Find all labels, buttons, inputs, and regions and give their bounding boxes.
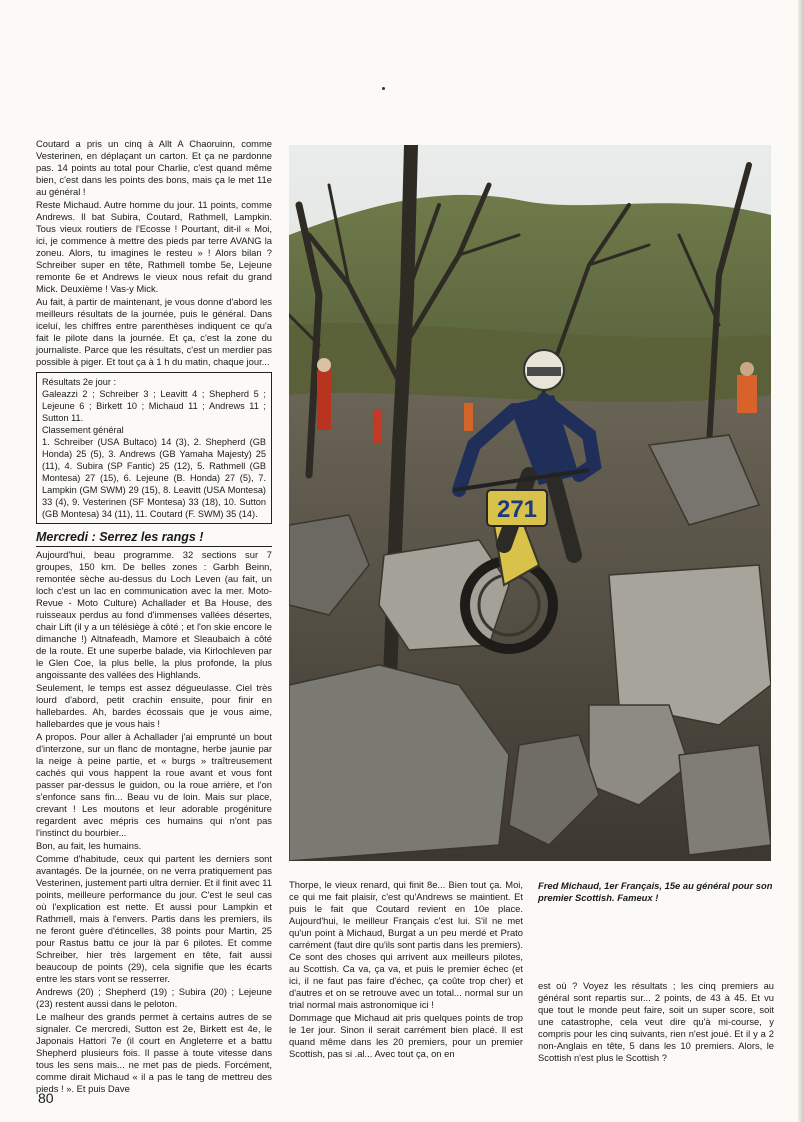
paragraph: Thorpe, le vieux renard, qui finit 8e... Bien tout ça. Moi, ce qui me fait plaisir, c'est qu'Andrews se maintient. Et puis le fait que Coutard revient en 10e place. Aujourd'hui, le meilleur Français c'est lui. S'il ne met qu'un point à Michaud, Burgat a un peu merdé et Prato carrément (faut dire qu'ils sont partis dans les premiers). Ce sont des choses qui arrivent aux meilleurs pilotes, au Scottish. Ca va, ça va, et puis le premier échec (et ici, il ne faut pas faire d'échec, ça coûte trop cher) et d'autres et on se retrouve avec un total... normal sur un trial normal mais astronomique ici ! <box>289 879 523 1010</box>
paragraph: Andrews (20) ; Shepherd (19) ; Subira (20) ; Lejeune (23) restent aussi dans le peloton. <box>36 986 272 1009</box>
bike-number: 271 <box>496 496 538 523</box>
stray-dot <box>382 87 385 90</box>
paragraph: Reste Michaud. Autre homme du jour. 11 points, comme Andrews. Il bat Subira, Coutard, Rathmell, Lampkin. Tous vieux routiers de l'Ecosse ! Pourtant, dit-il « Moi, ici, je commence à mettre des pieds par terre AVANG la zoneu. Alors, tu imagines le resteu » ! Alors bilan ? Schreiber super en tête, Rathmell tombe 5e, Lejeune remonte 6e et Andrews le vieux nous refait du grand Mick. Deuxième ! Vas-y Mick. <box>36 199 272 294</box>
general-standings: 1. Schreiber (USA Bultaco) 14 (3), 2. Shepherd (GB Honda) 25 (5), 3. Andrews (GB Yamaha Majesty) 25 (11), 4. Subira (SP Fantic) 25 (12), 5. Rathmell (GB Montesa) 27 (15), 6. Lejeune (B. Honda) 27 (5), 7. Lampkin (GM SWM) 29 (15), 8. Leavitt (USA Montesa) 33 (4), 9. Vesterinen (SF Montesa) 33 (18), 10. Sutton (GB Montesa) 34 (11), 11. Coutard (F. SWM) 35 (14). <box>42 437 266 519</box>
day-results: Galeazzi 2 ; Schreiber 3 ; Leavitt 4 ; Shepherd 5 ; Lejeune 6 ; Birkett 10 ; Michaud 11 ; Andrews 11 ; Sutton 11. <box>42 389 266 423</box>
middle-column <box>289 879 523 1061</box>
paragraph: est où ? Voyez les résultats ; les cinq premiers au général sont repartis sur... 2 points, de 43 à 45. Et vu que tout le monde peut faire, soit un super score, soit une catastrophe, cela veut dire qu'à mi-course, y compris pour les cinq suivants, rien n'est joué. Et il y a 2 non-Anglais en tête, 5 dans les 10 premiers. Alors, le Scottish n'est plus le Scottish ? <box>538 980 774 1063</box>
left-column <box>36 138 272 1096</box>
section-subhead: Mercredi : Serrez les rangs ! <box>36 530 272 547</box>
paragraph: Bon, au fait, les humains. <box>36 840 142 851</box>
photo-caption: Fred Michaud, 1er Français, 15e au général pour son premier Scottish. Fameux ! <box>538 880 773 903</box>
general-standings-title: Classement général <box>42 425 124 435</box>
right-column <box>538 980 774 1065</box>
paragraph: Comme d'habitude, ceux qui partent les derniers sont avantagés. De la journée, on ne verra pratiquement pas Vesterinen, justement parti ultra dernier. Et il finit avec 11 points, meilleure performance du jour. C'est le seul cas où l'explication est nette. Et aussi pour Lampkin et Rathmell, mais à l'envers. Partis dans les premiers, ils ne feront guère d'étincelles, 38 points pour Martin, 25 pour Rastus battu ce jour là par 6 pilotes. Et comme Schreiber, hier très largement en tête, fait aussi beaucoup de points (29), cela signifie que les écarts entre les stars vont se resserrer. <box>36 853 272 984</box>
results-box <box>36 372 272 524</box>
paragraph: Le malheur des grands permet à certains autres de se signaler. Ce mercredi, Sutton est 2e, Birkett est 4e, le Japonais Hattori 7e (il court en Angleterre et a battu Shepherd plusieurs fois. Il passe à toute vitesse dans tous les sens mais... ne met pas de pieds. Forcément, comme dirait Michaud « il a pas le tang de mettreu des pieds ! ». Et puis Dave <box>36 1011 272 1094</box>
paragraph: A propos. Pour aller à Achallader j'ai emprunté un bout d'interzone, sur un flanc de montagne, herbe jaunie par la neige à peine partie, et « burgs » traîtreusement cachés qui vous happent la roue avant et vous font passer par-dessus le guidon, ou la roue arrière, et l'on s'enfonce sans fin... Beau vu de loin. Mais sur place, crevant ! Les moutons et leur adorable progéniture regardent avec mépris ces humains qui n'ont pas l'instinct du bourbier... <box>36 731 272 838</box>
paragraph: Seulement, le temps est assez dégueulasse. Ciel très lourd d'abord, petit crachin ensuite, pour finir en hallebardes. Ah, bardes écossais que je vous aime, hallebardes que je vous hais ! <box>36 682 272 729</box>
page-number: 80 <box>38 1090 54 1106</box>
trial-rider-photo <box>289 145 771 861</box>
paragraph: Aujourd'hui, beau programme. 32 sections sur 7 groupes, 150 km. De belles zones : Garbh Beinn, remontée sèche au-dessus du Loch Leven (au fait, un loch c'est un lac en communication avec la mer. Moto-Revue - Moto Culture) Achallader et Ba House, des ruisseaux perdus au fond d'immenses vallées désertes, chair Lift (il y a un télésiège à côté ; et l'on skie encore le dimanche !) Altnafeadh, Mamore et Sleaubaich à côté de la route. Et une superbe balade, via Kirlochleven par le Glen Coe, la plus belle, la plus profonde, la plus angoissante des vallées des Highlands. <box>36 549 272 680</box>
paragraph: Dommage que Michaud ait pris quelques points de trop le 1er jour. Sinon il serait carrément bien placé. Il est quand même dans les 20 premiers, pour un premier Scottish, pas si .al... Avec tout ça, on en <box>289 1012 523 1059</box>
day-results-title: Résultats 2e jour : <box>42 377 117 387</box>
page-edge <box>798 0 804 1122</box>
paragraph: Coutard a pris un cinq à Allt A Chaoruinn, comme Vesterinen, en déplaçant un carton. Et ça ne pardonne pas. 14 points au total pour Charlie, c'est quand même bien, c'est dans les points des bons, mais ça le met 11e au général ! <box>36 138 272 197</box>
paragraph: Au fait, à partir de maintenant, je vous donne d'abord les meilleurs résultats de la journée, puis le général. Dans iceluí, les chiffres entre parenthèses indiquent ce qu'a fait le pilote dans la journée. Et ça, c'est la zone du journaliste. Parce que les résultats, c'est un merdier pas possible à piger. Et tout ça à 1 h du matin, chaque jour... <box>36 296 272 367</box>
